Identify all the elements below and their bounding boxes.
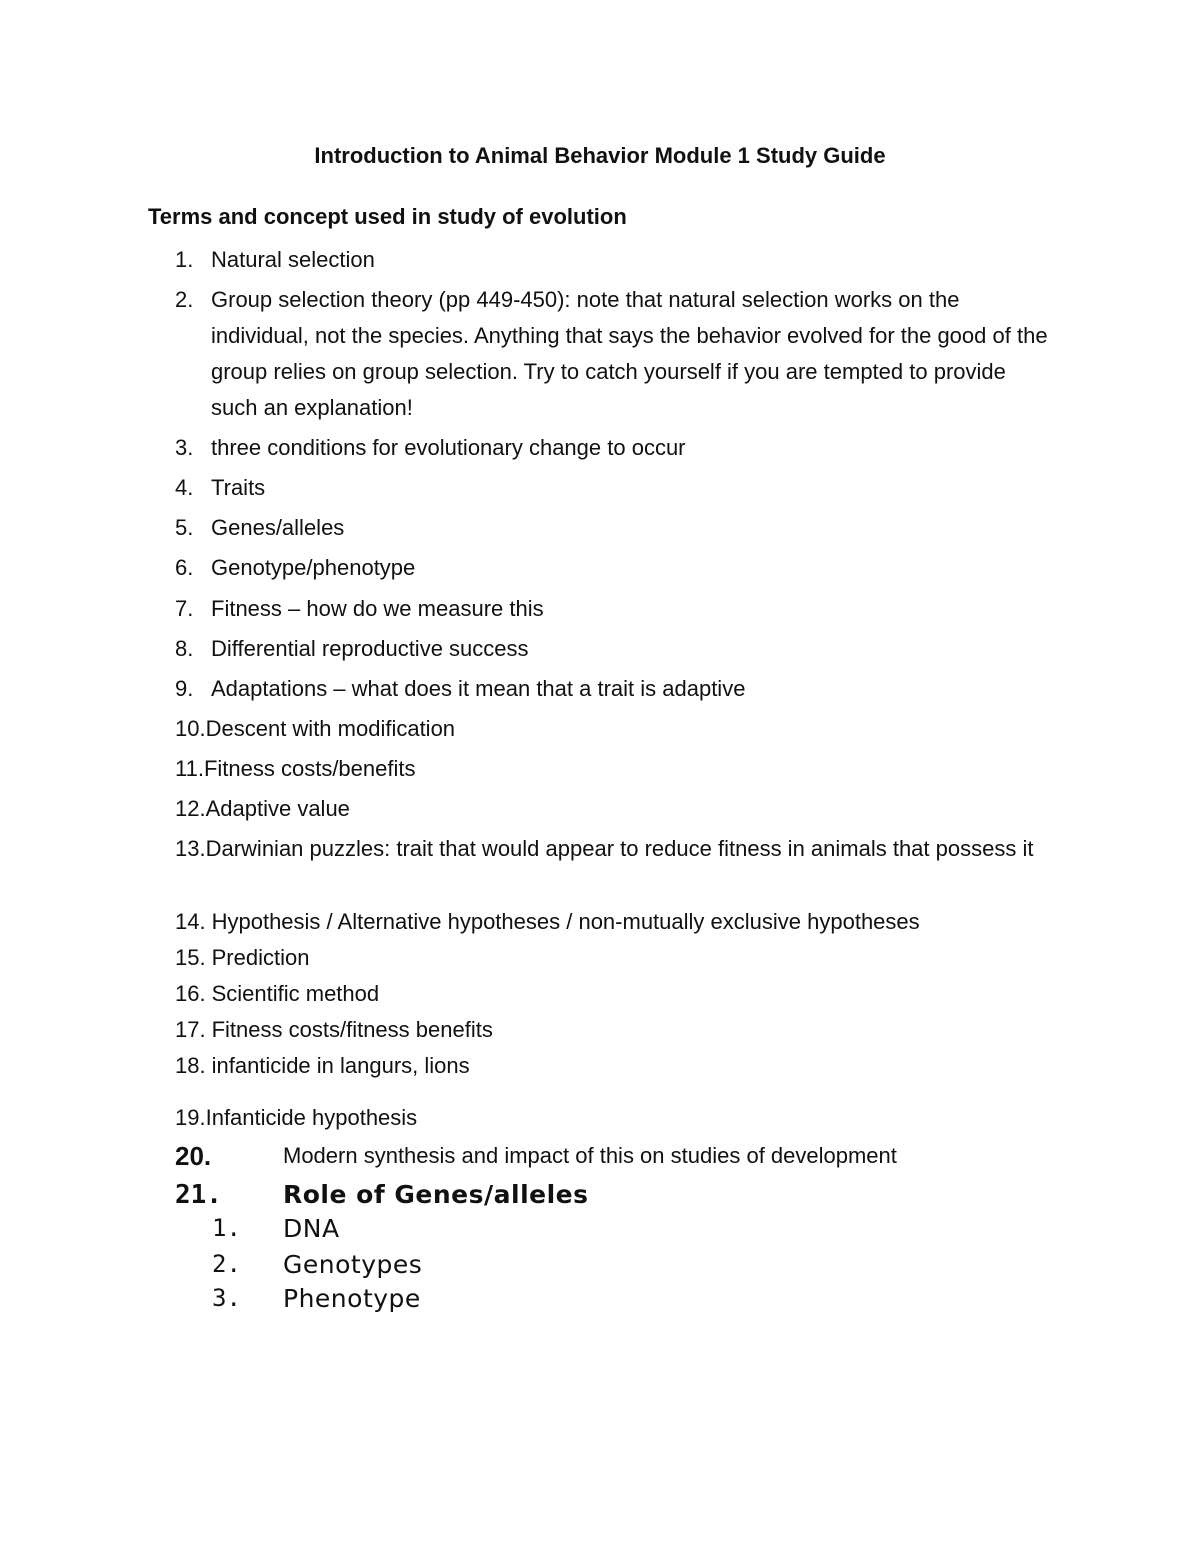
list-item-number: 1.: [175, 247, 194, 272]
list-item-text: Differential reproductive success: [211, 636, 529, 661]
list-item: [175, 591, 544, 627]
list-item: [175, 751, 416, 787]
list-item-text: Fitness – how do we measure this: [211, 596, 544, 621]
list-item: [175, 976, 379, 1012]
list-item-text: Adaptations – what does it mean that a trait is adaptive: [211, 676, 746, 701]
list-item-number: 7.: [175, 596, 194, 621]
list-item: [175, 550, 415, 586]
sub-list-item-text: Phenotype: [283, 1284, 421, 1313]
list-item: [175, 1100, 417, 1136]
list-item-text: Hypothesis / Alternative hypotheses / non-mutually exclusive hypotheses: [211, 909, 920, 934]
list-item-number: 4.: [175, 475, 194, 500]
list-item-number: 9.: [175, 676, 194, 701]
list-item-number: 5.: [175, 515, 194, 540]
list-item-text: infanticide in langurs, lions: [211, 1053, 470, 1078]
list-item-number: 16.: [175, 981, 206, 1006]
list-item-text: Role of Genes/alleles: [283, 1180, 589, 1209]
list-item-text: Genotype/phenotype: [211, 555, 416, 580]
list-item-number: 12.: [175, 796, 206, 821]
list-item: [175, 1048, 470, 1084]
list-item: [175, 940, 309, 976]
list-item-number: 8.: [175, 636, 194, 661]
list-item: [175, 282, 1056, 426]
list-item-number: 10.: [175, 716, 206, 741]
sub-list-item-number: 2.: [212, 1250, 241, 1278]
list-item-number: 14.: [175, 909, 206, 934]
list-item-number: 6.: [175, 555, 194, 580]
list-item: [175, 242, 375, 278]
list-item-text: Modern synthesis and impact of this on studies of development: [283, 1143, 897, 1168]
document-title: Introduction to Animal Behavior Module 1 Study Guide: [314, 143, 886, 168]
list-item: [175, 1012, 493, 1048]
list-item-text: Adaptive value: [205, 796, 350, 821]
sub-list-item-text: Genotypes: [283, 1250, 423, 1279]
sub-list-item-number: 3.: [212, 1284, 241, 1312]
list-item-text: Infanticide hypothesis: [205, 1105, 418, 1130]
list-item: [175, 430, 686, 466]
list-item-number: 18.: [175, 1053, 206, 1078]
list-item: [175, 791, 350, 827]
list-item-text: three conditions for evolutionary change to occur: [211, 435, 686, 460]
list-item-number: 15.: [175, 945, 206, 970]
list-item-text: Prediction: [211, 945, 310, 970]
list-item-number: 11.: [175, 756, 204, 781]
list-item-number: 2.: [175, 287, 194, 312]
list-item-number: 19.: [175, 1105, 206, 1130]
list-item-text: Fitness costs/benefits: [203, 756, 416, 781]
list-item: [175, 510, 344, 546]
list-item-number: 21.: [175, 1180, 222, 1210]
list-item-number: 13.: [175, 836, 206, 861]
list-item: [175, 711, 455, 747]
list-item-text: Genes/alleles: [211, 515, 345, 540]
list-item-text: Natural selection: [211, 247, 375, 272]
list-item-number: 17.: [175, 1017, 206, 1042]
list-item: [175, 470, 265, 506]
list-item: [175, 631, 529, 667]
sub-list-item-number: 1.: [212, 1214, 241, 1242]
list-item-text: Fitness costs/fitness benefits: [211, 1017, 493, 1042]
list-item: [175, 904, 920, 940]
list-item: [175, 831, 1051, 867]
list-item-text: Traits: [211, 475, 266, 500]
list-item-text: Scientific method: [211, 981, 380, 1006]
list-item-text: Descent with modification: [205, 716, 456, 741]
list-item-number: 3.: [175, 435, 194, 460]
list-item-text: Group selection theory (pp 449-450): note that natural selection works on the individual, not the species. Anything that says the behavior evolved for the good of the group relies on group selection. Try to catch yourself if you are tempted to provide such an explanation!: [211, 287, 1048, 420]
list-item-text: Darwinian puzzles: trait that would appear to reduce fitness in animals that possess it: [205, 836, 1034, 861]
sub-list-item-text: DNA: [283, 1214, 340, 1243]
section-heading: Terms and concept used in study of evolution: [148, 204, 627, 229]
list-item: [175, 671, 745, 707]
list-item-number: 20.: [175, 1141, 212, 1171]
